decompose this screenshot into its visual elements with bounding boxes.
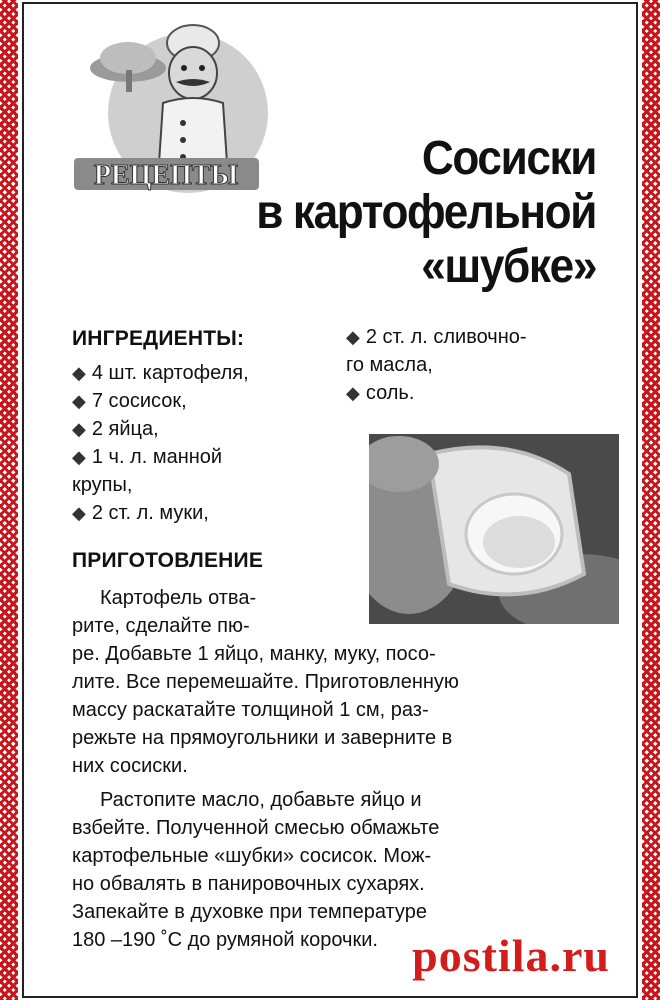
ingredients-list-left (72, 359, 342, 527)
text-line: Запекайте в духовке при температуре (72, 901, 427, 923)
watermark: postila.ru (412, 930, 610, 981)
text-line: 180 –190 ˚С до румяной корочки. (72, 929, 378, 951)
text-line: Растопите масло, добавьте яйцо и (100, 789, 422, 811)
diamond-bullet-icon: ◆ (72, 503, 86, 523)
dish-photo (369, 434, 619, 624)
diamond-bullet-icon: ◆ (346, 327, 360, 347)
title-line-1: Сосиски (421, 132, 596, 185)
diamond-bullet-icon: ◆ (72, 391, 86, 411)
ingredient-text: крупы, (72, 474, 133, 496)
ingredient-text: 2 ст. л. сливочно- (365, 326, 527, 348)
text-line: них сосиски. (72, 755, 188, 777)
decorative-border-right (642, 0, 660, 1000)
ingredient-item (346, 379, 626, 407)
diamond-bullet-icon: ◆ (72, 363, 86, 383)
diamond-bullet-icon: ◆ (72, 419, 86, 439)
ingredient-item (72, 443, 342, 471)
ingredient-text: соль. (365, 382, 415, 404)
title-line-2: в картофельной (256, 186, 596, 239)
ingredients-list-right (346, 323, 626, 407)
ingredient-item (72, 387, 342, 415)
ingredient-text: 2 яйца, (91, 418, 159, 440)
ingredient-item (72, 359, 342, 387)
title-line-3: «шубке» (421, 240, 596, 293)
preparation-paragraph-1-narrow (72, 584, 352, 640)
text-line: рите, сделайте пю- (72, 615, 250, 637)
ingredient-item (72, 471, 342, 499)
diamond-bullet-icon: ◆ (346, 383, 360, 403)
ingredient-text: 2 ст. л. муки, (91, 502, 209, 524)
text-line: но обвалять в панировочных сухарях. (72, 873, 425, 895)
text-line: массу раскатайте толщиной 1 см, раз- (72, 699, 429, 721)
text-line: Картофель отва- (100, 587, 257, 609)
ingredient-text: го масла, (346, 354, 433, 376)
ingredient-item (346, 323, 626, 351)
text-line: ре. Добавьте 1 яйцо, манку, муку, посо- (72, 643, 436, 665)
ingredient-text: 7 сосисок, (91, 390, 187, 412)
preparation-paragraph-1-wide (72, 640, 620, 780)
ingredient-item (346, 351, 626, 379)
ingredient-text: 4 шт. картофеля, (91, 362, 249, 384)
diamond-bullet-icon: ◆ (72, 447, 86, 467)
preparation-heading: ПРИГОТОВЛЕНИЕ (72, 549, 264, 572)
ingredients-heading: ИНГРЕДИЕНТЫ: (72, 327, 245, 350)
text-line: взбейте. Полученной смесью обмажьте (72, 817, 440, 839)
ingredient-text: 1 ч. л. манной (91, 446, 223, 468)
text-line: лите. Все перемешайте. Приготовленную (72, 671, 459, 693)
ingredient-item (72, 499, 342, 527)
recipe-card (22, 2, 638, 998)
ingredient-item (72, 415, 342, 443)
recipe-title (246, 132, 596, 294)
text-line: картофельные «шубки» сосисок. Мож- (72, 845, 432, 867)
text-line: режьте на прямоугольники и заверните в (72, 727, 453, 749)
decorative-border-left (0, 0, 18, 1000)
logo-label: РЕЦЕПТЫ (93, 160, 239, 191)
